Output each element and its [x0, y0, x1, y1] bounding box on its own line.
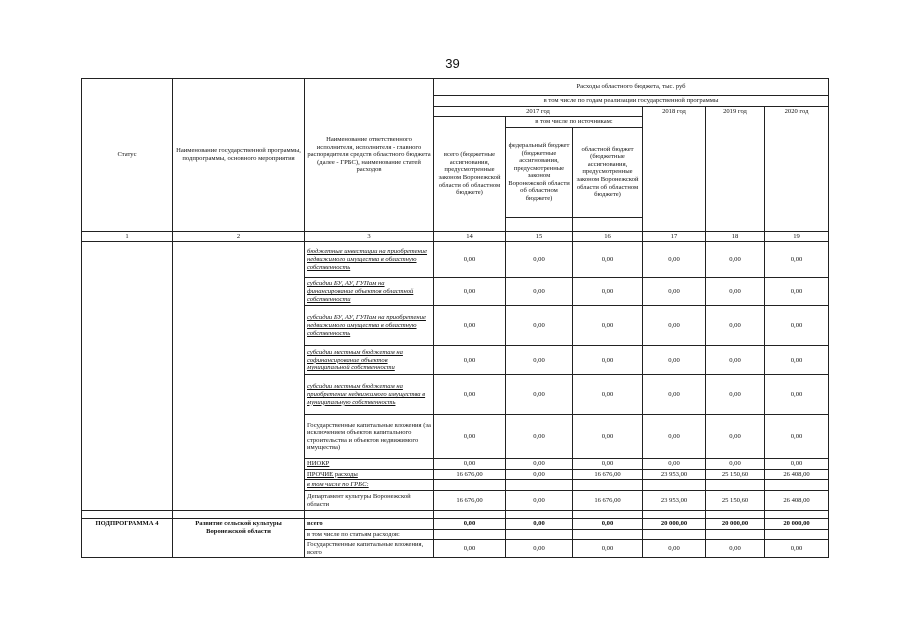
page-number: 39	[445, 56, 460, 71]
header-by-sources: в том числе по источникам:	[506, 117, 643, 128]
table-row: ПРОЧИЕ расходы 16 676,00 0,00 16 676,00 23 953,00 25 150,60 26 408,00	[82, 469, 829, 480]
subprogram-status: ПОДПРОГРАММА 4	[82, 519, 173, 558]
table-row: субсидии местным бюджетам на софинансирование объектов муниципальной собственности 0,00 0,00 0,00 0,00 0,00 0,00	[82, 346, 829, 375]
header-executor: Наименование ответственного исполнителя, исполнителя - главного распорядителя средств областного бюджета (далее - ГРБС), наименование статей расходов	[305, 79, 434, 232]
header-year-2020: 2020 год	[765, 106, 829, 231]
header-status: Статус	[82, 79, 173, 232]
subprogram-total-row: ПОДПРОГРАММА 4 Развитие сельской культуры Воронежской области всего 0,00 0,00 0,00 20 000,00 20 000,00 20 000,00	[82, 519, 829, 530]
table-row: Государственные капитальные вложения (за исключением объектов капитального строительства и объектов недвижимого имущества) 0,00 0,00 0,00 0,00 0,00 0,00	[82, 415, 829, 459]
table-row: субсидии БУ, АУ, ГУПам на финансирование объектов областной собственности 0,00 0,00 0,00 0,00 0,00 0,00	[82, 278, 829, 306]
table-row: НИОКР 0,00 0,00 0,00 0,00 0,00 0,00	[82, 459, 829, 470]
table-row: в том числе по ГРБС:	[82, 480, 829, 491]
budget-table: Статус Наименование государственной программы, подпрограммы, основного мероприятия Наименование ответственного исполнителя, исполнителя - главного распорядителя средств областного бюджета (далее - ГРБС), наименование статей расходов Расходы областного бюджета, тыс. руб в том числе по годам реализации государственной программы 2017 год 2018 год 2019 год 2020 год всего (бюджетные ассигнования, предусмотренные законом Воронежской области об областном бюджете) в том числе по источникам: федеральный бюджет (бюджетные ассигнования, предусмотренные законом Воронежской области об областном бюджете) областной бюджет (бюджетные ассигнования, предусмотренные законом Воронежской области об областном бюджете) 1 2 3 14 15 16 17 18 19 бюджетные инвестиции на приобретение недвижимого имущества в областную собственность 0,00 0,00 0,00 0,00 0,00 0,00 субсидии БУ, АУ, ГУПам на финансирование объектов областной собственности 0,00 0,00 0,00 0,00 0,00 0,00 субсидии БУ, АУ, ГУПам на приобретение недвижимого имущества в областную собственность 0,00 0,00 0,00 0,00 0,00 0,00 субсидии местным бюджетам на софинансирование объектов муниципальной собственности 0,00 0,00 0,00 0,00 0,00 0,00 субсидии местным бюджетам на приобретение недвижимого имущества в муниципальную собственность 0,00 0,00 0,00 0,00 0,00 0,00 Государственные капитальные вложения (за исключением объектов капитального строительства и объектов недвижимого имущества) 0,00 0,00 0,00 0,00 0,00 0,00 НИОКР 0,00 0,00 0,00 0,00 0,00 0,00 ПРОЧИЕ расходы 16 676,00 0,00 16 676,00 23 953,00 25 150,60 26 408,00 в том числе по ГРБС: Департамент культуры Воронежской области 16 676,00 0,00 16 676,00 23 953,00 25 150,60 26 408,00 ПОДПРОГРАММА 4 Развитие сельской культуры Воронежской области всего 0,00 0,00 0,00 20 000,00 20 000,00 20 000,00 в том числе по статьям расходов: Государственные капитальные вложения, всего 0,00 0,00 0,00 0,00 0,00 0,00	[81, 78, 829, 558]
header-year-2019: 2019 год	[706, 106, 765, 231]
header-program-name: Наименование государственной программы, подпрограммы, основного мероприятия	[173, 79, 305, 232]
header-year-2018: 2018 год	[643, 106, 706, 231]
header-year-2017: 2017 год	[434, 106, 643, 117]
header-by-years: в том числе по годам реализации государственной программы	[434, 96, 829, 107]
table-row: субсидии местным бюджетам на приобретение недвижимого имущества в муниципальную собственность 0,00 0,00 0,00 0,00 0,00 0,00	[82, 375, 829, 415]
header-expenses-title: Расходы областного бюджета, тыс. руб	[434, 79, 829, 96]
table-row: субсидии БУ, АУ, ГУПам на приобретение недвижимого имущества в областную собственность 0,00 0,00 0,00 0,00 0,00 0,00	[82, 306, 829, 346]
header-regional: областной бюджет (бюджетные ассигнования, предусмотренные законом Воронежской области об областном бюджете)	[573, 127, 643, 217]
table-row: Департамент культуры Воронежской области 16 676,00 0,00 16 676,00 23 953,00 25 150,60 26 408,00	[82, 491, 829, 511]
header-total: всего (бюджетные ассигнования, предусмотренные законом Воронежской области об областном бюджете)	[434, 117, 506, 232]
subprogram-name: Развитие сельской культуры Воронежской области	[173, 519, 305, 558]
table-row: бюджетные инвестиции на приобретение недвижимого имущества в областную собственность 0,00 0,00 0,00 0,00 0,00 0,00	[82, 242, 829, 278]
subprogram-capital-row: Государственные капитальные вложения, всего 0,00 0,00 0,00 0,00 0,00 0,00	[82, 540, 829, 558]
header-federal: федеральный бюджет (бюджетные ассигнования, предусмотренные законом Воронежской области об областном бюджете)	[506, 127, 573, 217]
column-numbers-row: 1 2 3 14 15 16 17 18 19	[82, 231, 829, 242]
